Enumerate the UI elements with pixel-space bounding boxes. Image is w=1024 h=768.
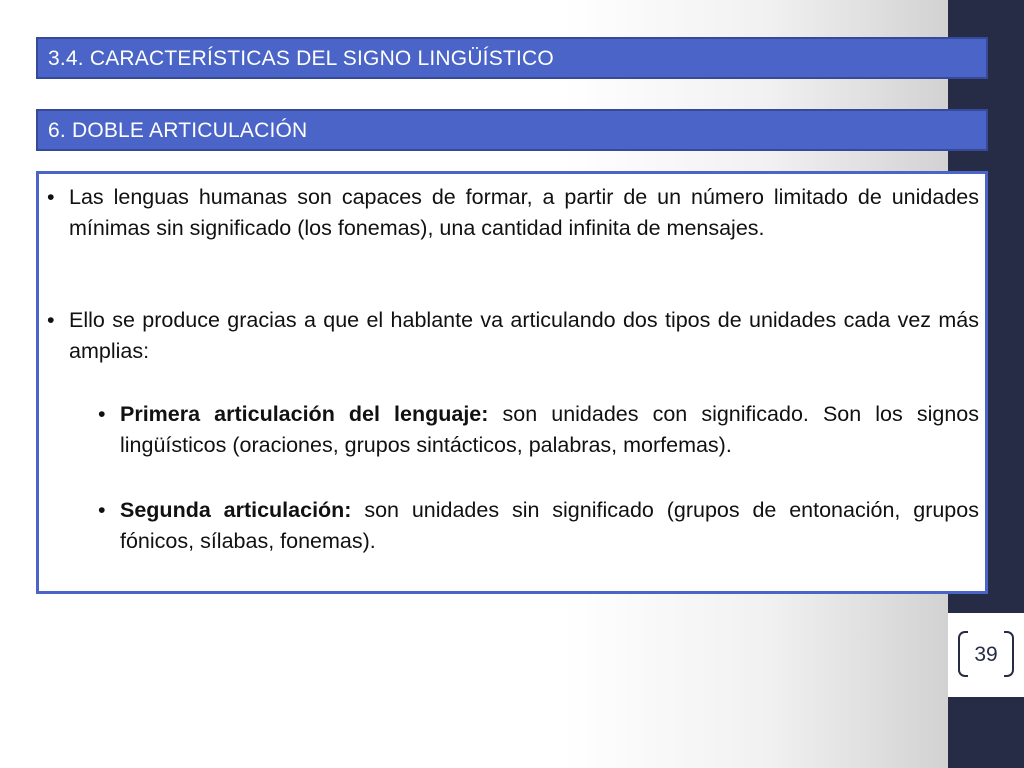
- bullet-1-text: Las lenguas humanas son capaces de formar, a partir de un número limitado de unidades mínimas sin significado (los fonemas), una cantidad infinita de mensajes.: [69, 185, 979, 240]
- page-number-box: [948, 613, 1024, 697]
- sub-bullet-1-text: son unidades con significado. Son los signos lingüísticos (oraciones, grupos sintácticos, palabras, morfemas).: [120, 402, 979, 457]
- sub-bullet-2-text: son unidades sin significado (grupos de entonación, grupos fónicos, sílabas, fonemas).: [120, 498, 979, 553]
- bullet-paragraph-1: [69, 182, 979, 244]
- content-box: [36, 171, 988, 594]
- right-brace-decoration: [1004, 631, 1014, 677]
- subsection-title: 6. DOBLE ARTICULACIÓN: [36, 109, 988, 151]
- bullet-marker: •: [47, 185, 55, 209]
- page-number: 39: [974, 643, 998, 666]
- sub-bullet-2-bold: Segunda articulación:: [120, 498, 352, 522]
- bullet-2-text: Ello se produce gracias a que el hablante va articulando dos tipos de unidades cada vez más amplias:: [69, 308, 979, 363]
- bullet-paragraph-2: [69, 305, 979, 367]
- left-brace-decoration: [958, 631, 968, 677]
- sub-bullet-1-bold: Primera articulación del lenguaje:: [120, 402, 489, 426]
- sub-bullet-paragraph-2: [120, 495, 979, 557]
- sub-bullet-marker: •: [98, 402, 106, 426]
- bullet-marker: •: [47, 308, 55, 332]
- sub-bullet-paragraph-1: [120, 399, 979, 461]
- section-title: 3.4. CARACTERÍSTICAS DEL SIGNO LINGÜÍSTICO: [36, 37, 988, 79]
- sub-bullet-marker: •: [98, 498, 106, 522]
